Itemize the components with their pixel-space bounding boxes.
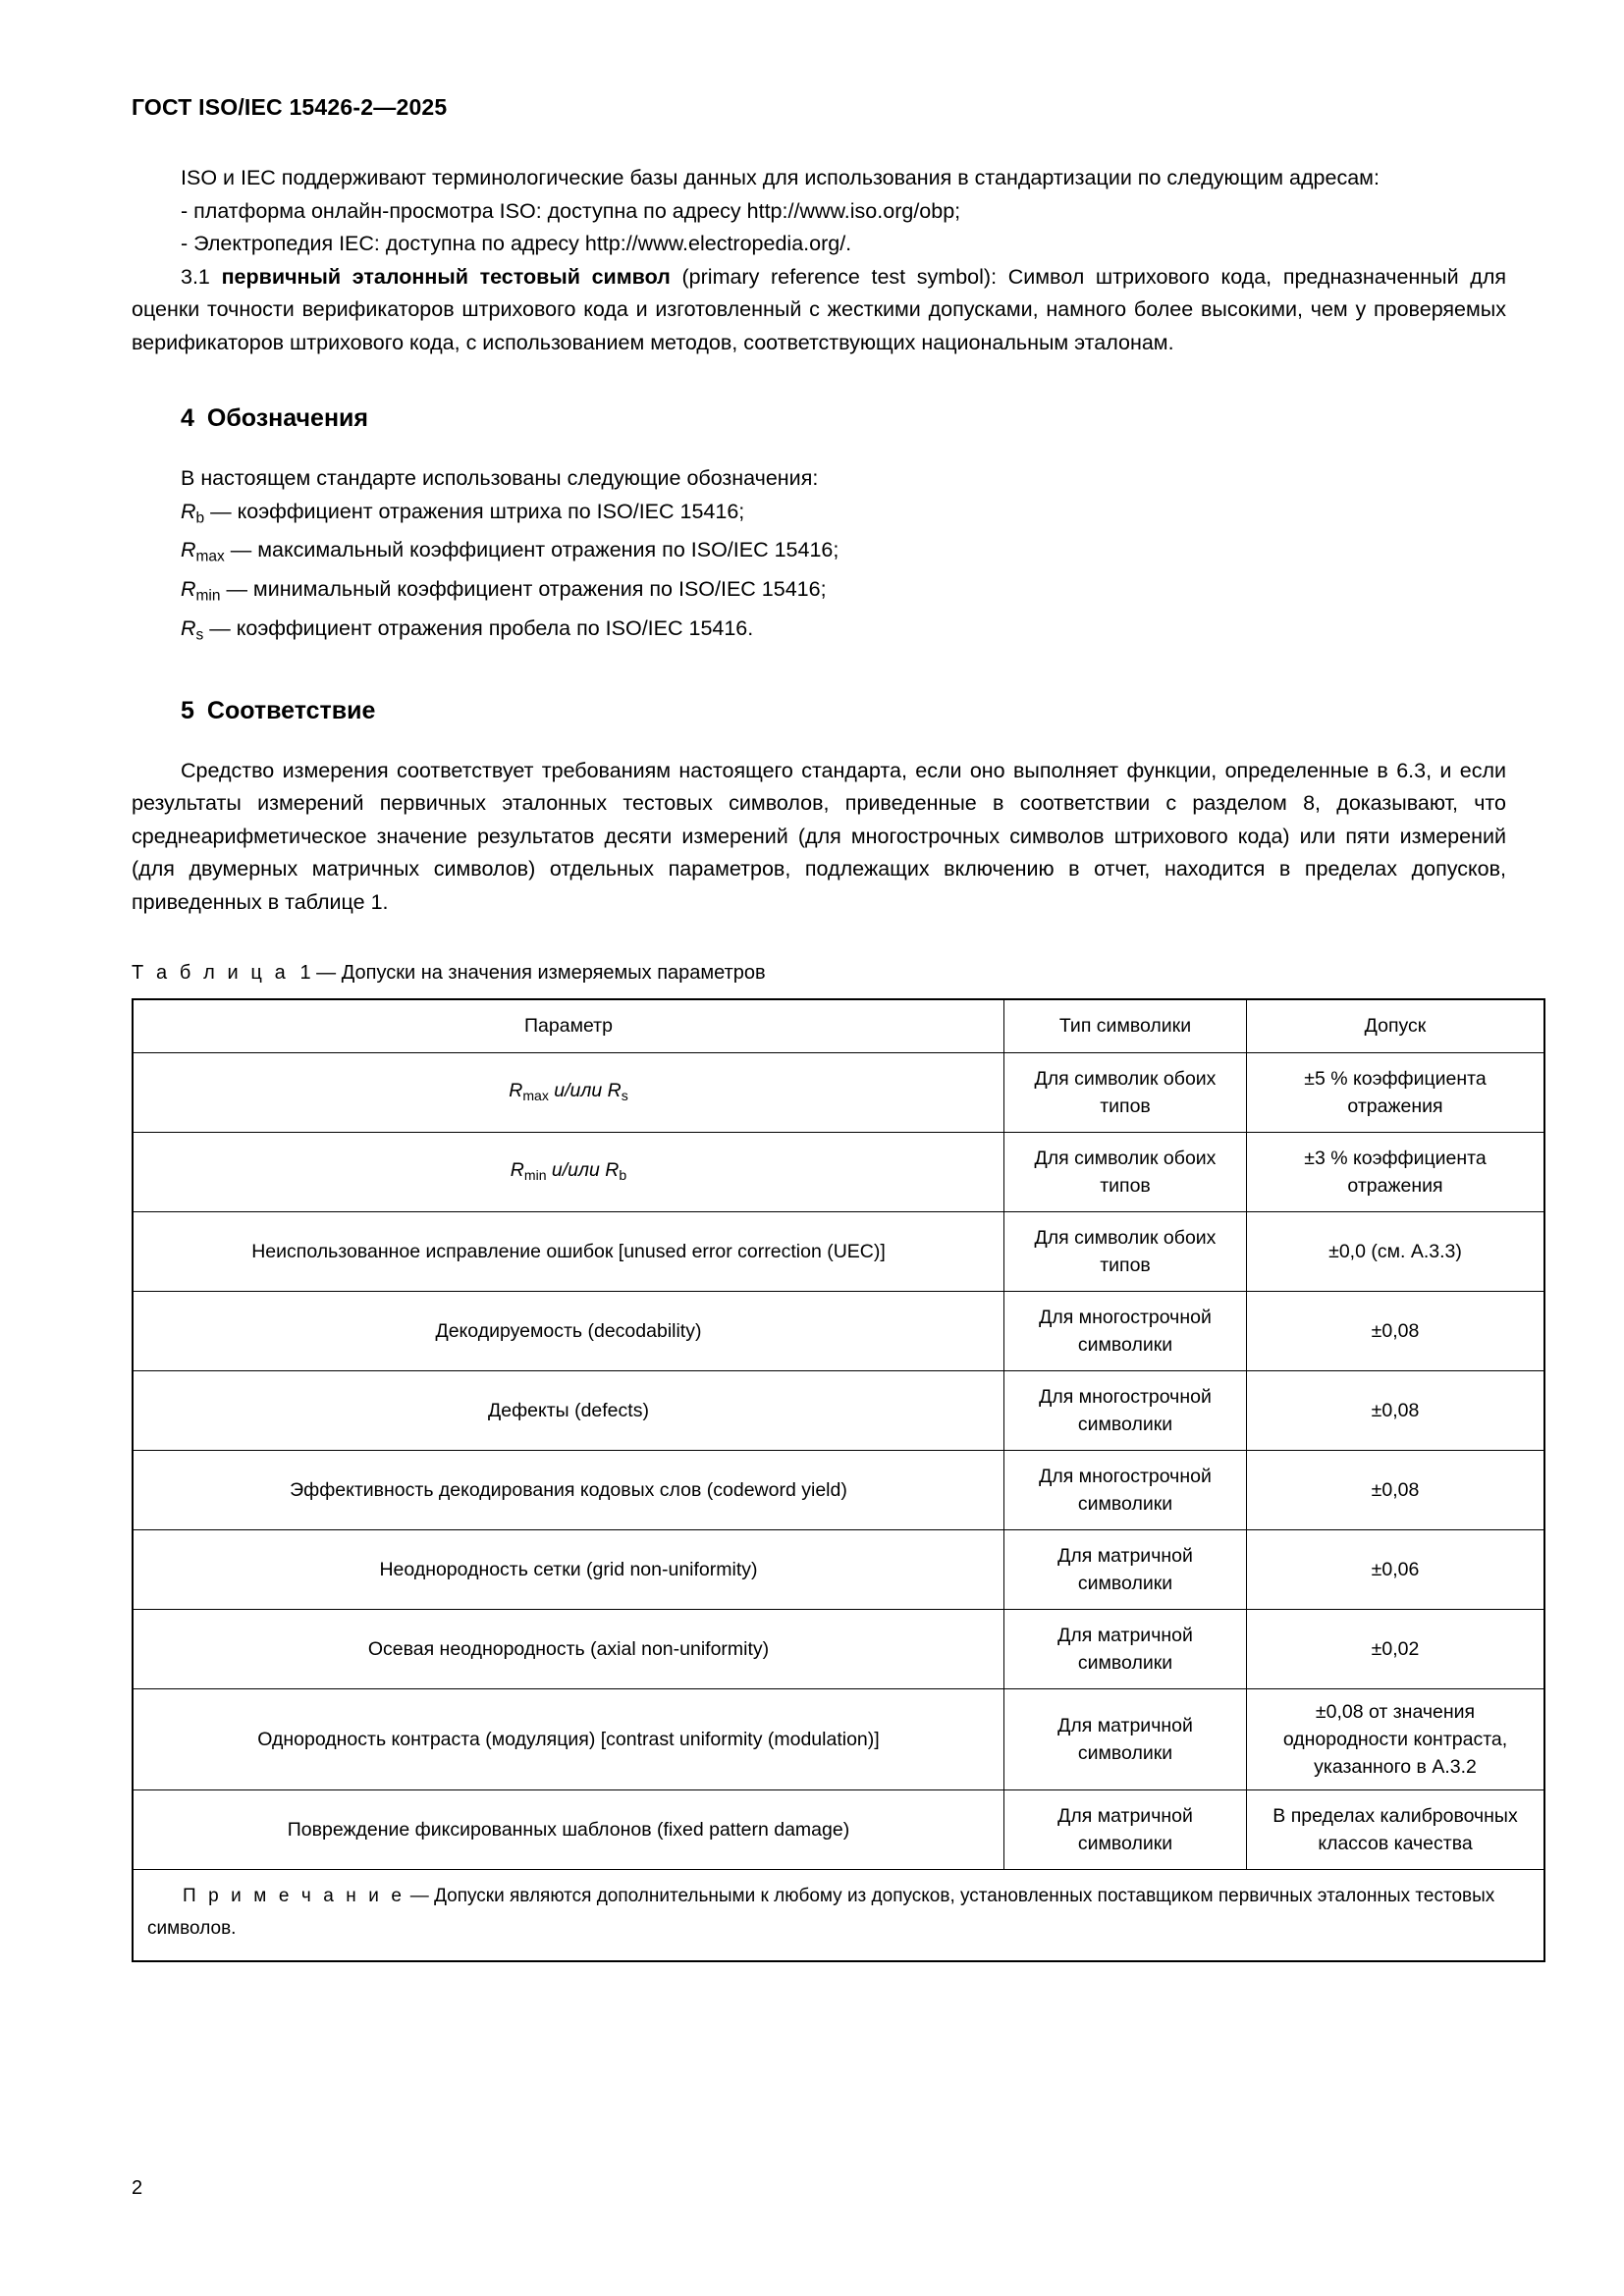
table-header-row — [133, 999, 1544, 1053]
page-number: 2 — [132, 2177, 143, 2199]
symbol-rmax: $R_{max}$ — [181, 538, 225, 565]
symbol-rmax-desc: — максимальный коэффициент отражения по ISO/IEC 15416; — [224, 538, 839, 562]
symbol-line-rmax — [132, 534, 1506, 573]
cell-parameter: Неиспользованное исправление ошибок [unused error correction (UEC)] — [133, 1212, 1004, 1292]
cell-parameter: Эффективность декодирования кодовых слов (codeword yield) — [133, 1451, 1004, 1530]
term-name-ru: первичный эталонный тестовый символ — [221, 264, 671, 289]
table-head — [133, 999, 1544, 1053]
section5-paragraph: Средство измерения соответствует требованиям настоящего стандарта, если оно выполняет функции, определенные в 6.3, и если результаты измерений первичных эталонных тестовых символов, приведенные в соответствии с разделом 8, доказывают, что среднеарифметическое значение результатов десяти измерений (для многострочных символов штрихового кода) или пяти измерений (для двумерных матричных символов) отдельных параметров, подлежащих включению в отчет, находится в пределах допусков, приведенных в таблице 1. — [132, 758, 1506, 914]
table-row — [133, 1053, 1544, 1133]
table-row — [133, 1610, 1544, 1689]
symbol-rb-desc: — коэффициент отражения штриха по ISO/IEC 15416; — [204, 499, 745, 523]
intro-bullet-iec: - Электропедия IEC: доступна по адресу http://www.electropedia.org/. — [181, 232, 852, 255]
symbol-rmin: $R_{min}$ — [510, 1158, 547, 1183]
intro-bullet-iso: - платформа онлайн-просмотра ISO: доступна по адресу http://www.iso.org/obp; — [181, 198, 961, 223]
table-caption-label: Т а б л и ц а — [132, 962, 290, 985]
table-row — [133, 1371, 1544, 1451]
heading-section-4 — [132, 404, 1506, 433]
cell-tolerance: ±0,08 — [1247, 1451, 1545, 1530]
heading-section-5-number: 5 — [181, 696, 194, 724]
cell-symbology-type: Для символик обоих типов — [1004, 1053, 1247, 1133]
cell-tolerance: В пределах калибровочных классов качества — [1247, 1790, 1545, 1870]
table-row — [133, 1133, 1544, 1212]
cell-symbology-type: Для многострочной символики — [1004, 1451, 1247, 1530]
column-header-tolerance: Допуск — [1247, 999, 1545, 1053]
cell-tolerance: ±0,06 — [1247, 1530, 1545, 1610]
table-row — [133, 1689, 1544, 1790]
cell-symbology-type: Для матричной символики — [1004, 1530, 1247, 1610]
cell-parameter — [133, 1053, 1004, 1133]
cell-tolerance: ±0,08 — [1247, 1371, 1545, 1451]
cell-parameter: Дефекты (defects) — [133, 1371, 1004, 1451]
heading-section-4-number: 4 — [181, 404, 194, 432]
symbol-rs: $R_s$ — [607, 1079, 628, 1103]
cell-parameter: Осевая неоднородность (axial non-uniformity) — [133, 1610, 1004, 1689]
cell-tolerance: ±0,0 (см. А.3.3) — [1247, 1212, 1545, 1292]
table-note-dash: — — [409, 1886, 429, 1907]
column-header-parameter: Параметр — [133, 999, 1004, 1053]
cell-tolerance: ±5 % коэффициента отражения — [1247, 1053, 1545, 1133]
column-header-symbology-type: Тип символики — [1004, 999, 1247, 1053]
cell-symbology-type: Для многострочной символики — [1004, 1292, 1247, 1371]
intro-paragraph: ISO и IEC поддерживают терминологические базы данных для использования в стандартизации по следующим адресам: — [181, 166, 1380, 189]
table-note-label: П р и м е ч а н и е — [183, 1886, 406, 1907]
symbol-rmin-desc: — минимальный коэффициент отражения по ISO/IEC 15416; — [220, 577, 827, 602]
table-row — [133, 1292, 1544, 1371]
tolerances-table — [132, 998, 1545, 1962]
cell-tolerance: ±0,02 — [1247, 1610, 1545, 1689]
cell-symbology-type: Для символик обоих типов — [1004, 1133, 1247, 1212]
table-row — [133, 1451, 1544, 1530]
table-caption-dash: — — [316, 962, 337, 985]
section4-lead: В настоящем стандарте использованы следующие обозначения: — [181, 466, 819, 490]
cell-symbology-type: Для матричной символики — [1004, 1790, 1247, 1870]
heading-section-4-title: Обозначения — [206, 404, 369, 432]
conjunction-text: и/или — [548, 1079, 608, 1101]
symbol-rs: $R_s$ — [181, 615, 204, 644]
term-definition-text: : Символ штрихового кода, предназначенный для оценки точности верификаторов штрихового кода и изготовленный с жесткими допусками, намного более высокими, чем у проверяемых верификаторов штрихового кода, с использованием методов, соответствующих национальным эталонам. — [132, 264, 1507, 354]
cell-parameter: Декодируемость (decodability) — [133, 1292, 1004, 1371]
cell-symbology-type: Для символик обоих типов — [1004, 1212, 1247, 1292]
table-row — [133, 1790, 1544, 1870]
table-note-cell — [133, 1870, 1544, 1962]
symbol-rmin: $R_{min}$ — [181, 577, 221, 605]
cell-parameter: Однородность контраста (модуляция) [contrast uniformity (modulation)] — [133, 1689, 1004, 1790]
cell-parameter: Повреждение фиксированных шаблонов (fixed pattern damage) — [133, 1790, 1004, 1870]
symbol-line-rs — [132, 613, 1506, 652]
cell-tolerance: ±3 % коэффициента отражения — [1247, 1133, 1545, 1212]
symbol-rb: $R_b$ — [605, 1158, 627, 1183]
symbol-line-rb — [132, 496, 1506, 535]
heading-section-5 — [132, 697, 1506, 725]
table-note-row — [133, 1870, 1544, 1962]
table-body — [133, 1053, 1544, 1870]
table-caption-text: Допуски на значения измеряемых параметров — [341, 962, 766, 985]
table-note-text: Допуски являются дополнительными к любому из допусков, установленных поставщиком первичных эталонных тестовых символов. — [147, 1886, 1495, 1940]
symbol-rb: $R_b$ — [181, 499, 205, 526]
table-caption — [132, 962, 1506, 985]
symbol-rmax: $R_{max}$ — [509, 1079, 549, 1103]
cell-symbology-type: Для матричной символики — [1004, 1689, 1247, 1790]
cell-parameter: Неоднородность сетки (grid non-uniformity) — [133, 1530, 1004, 1610]
cell-tolerance: ±0,08 от значения однородности контраста, указанного в А.3.2 — [1247, 1689, 1545, 1790]
cell-symbology-type: Для многострочной символики — [1004, 1371, 1247, 1451]
symbol-line-rmin — [132, 573, 1506, 613]
table-foot — [133, 1870, 1544, 1962]
page-header-doc-code: ГОСТ ISO/IEC 15426-2—2025 — [132, 94, 448, 120]
table-row — [133, 1530, 1544, 1610]
term-number: 3.1 — [181, 264, 210, 289]
heading-section-5-title: Соответствие — [206, 696, 376, 724]
cell-tolerance: ±0,08 — [1247, 1292, 1545, 1371]
cell-parameter — [133, 1133, 1004, 1212]
cell-symbology-type: Для матричной символики — [1004, 1610, 1247, 1689]
table-row — [133, 1212, 1544, 1292]
conjunction-text: и/или — [546, 1158, 606, 1181]
term-name-en: (primary reference test symbol) — [681, 264, 992, 289]
symbol-rs-desc: — коэффициент отражения пробела по ISO/IEC 15416. — [203, 615, 754, 640]
term-definition-3-1 — [132, 261, 1506, 360]
table-caption-number: 1 — [299, 962, 311, 985]
